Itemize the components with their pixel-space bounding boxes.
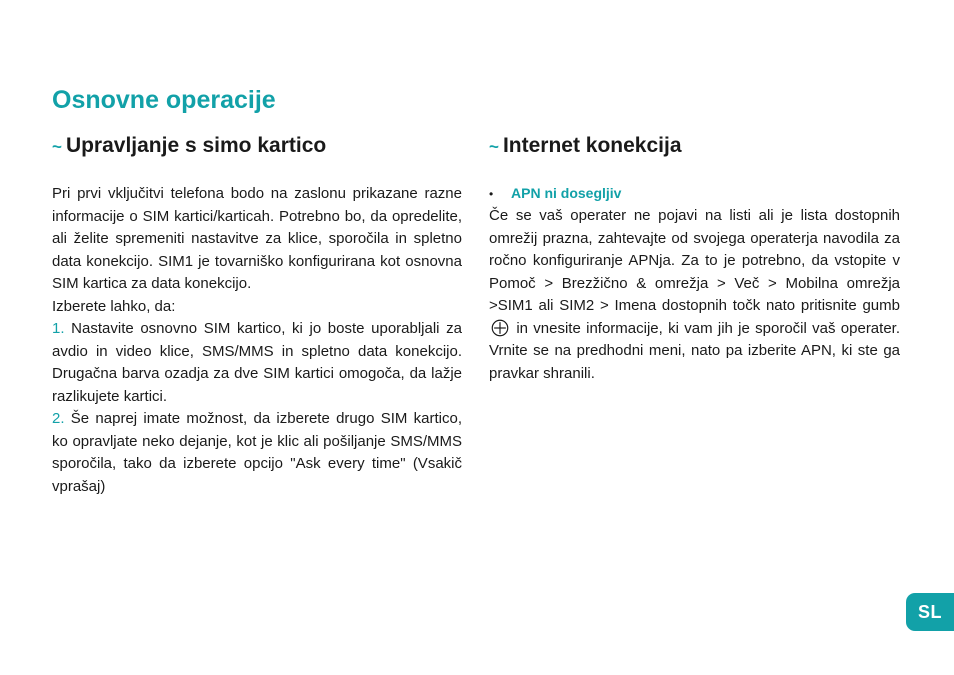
- item-text: Še naprej imate možnost, da izberete drugo SIM kartico, ko opravljate neko dejanje, kot je klic ali pošiljanje SMS/MMS sporočila, tako da izberete opcijo "Ask every time" (Vsakič vprašaj): [52, 410, 462, 495]
- item-text: Nastavite osnovno SIM kartico, ki jo boste uporabljali za avdio in video klice, SMS/MMS in spletno data konekcijo. Drugačna barva ozadja za dve SIM kartici omogoča, da lažje razlikujete kartici.: [52, 320, 463, 405]
- list-item-2: [52, 408, 462, 498]
- sim-card-heading-text: Upravljanje s simo kartico: [65, 134, 327, 157]
- page-title: Osnovne operacije: [52, 86, 276, 114]
- intro-paragraph: Pri prvi vključitvi telefona bodo na zaslonu prikazane razne informacije o SIM kartici/karticah. Potrebno bo, da opredelite, ali želite spremeniti nastavitve za klice, sporočila in spletno data konekcijo. SIM1 je tovarniško konfigurirana kot osnovna SIM kartica za data konekcijo.: [52, 185, 462, 292]
- apn-paragraph: [489, 205, 900, 385]
- add-circle-icon: [491, 319, 509, 337]
- sim-card-section: [52, 130, 462, 498]
- sim-card-heading: [52, 130, 462, 162]
- item-number: 2.: [52, 410, 65, 427]
- internet-body: [489, 182, 900, 385]
- internet-heading-text: Internet konekcija: [502, 134, 682, 157]
- bullet-dot: •: [489, 187, 494, 201]
- apn-bullet: [489, 182, 900, 205]
- apn-text-before: Če se vaš operater ne pojavi na listi ali je lista dostopnih omrežij prazna, zahtevajte od svojega operaterja navodila za ročno konfiguriranje APNja. Za to je potrebno, da vstopite v Pomoč > Brezžično & omrežja > Več > Mobilna omrežja >SIM1 ali SIM2 > Imena dostopnih točk nato pritisnite gumb: [489, 207, 900, 314]
- list-item-1: [52, 318, 462, 408]
- choose-line: Izberete lahko, da:: [52, 297, 176, 315]
- internet-section: [489, 130, 900, 385]
- sim-card-body: [52, 183, 462, 498]
- internet-heading: [489, 130, 900, 162]
- language-tab: SL: [906, 593, 954, 631]
- item-number: 1.: [52, 320, 65, 337]
- tilde-marker: ~: [489, 137, 499, 156]
- tilde-marker: ~: [52, 137, 62, 156]
- apn-text-after: in vnesite informacije, ki vam jih je sporočil vaš operater. Vrnite se na predhodni meni, nato pa izberite APN, ki ste ga pravkar shranili.: [489, 319, 900, 382]
- apn-label: APN ni dosegljiv: [511, 185, 622, 201]
